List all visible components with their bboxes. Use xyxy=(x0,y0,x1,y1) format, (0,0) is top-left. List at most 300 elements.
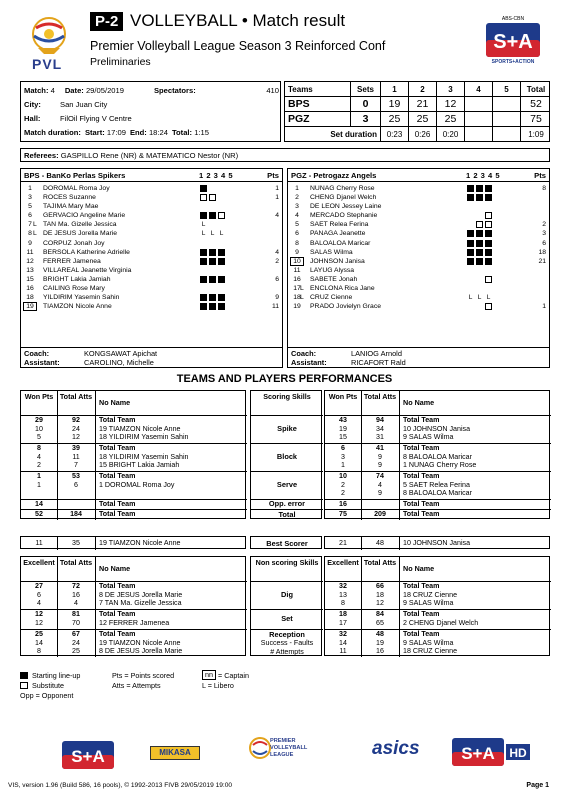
stat-value: 4 xyxy=(37,599,41,608)
player-row xyxy=(288,293,549,302)
sponsor-mikasa: MIKASA xyxy=(150,746,200,760)
table-divider xyxy=(399,557,400,657)
sets-table xyxy=(284,81,550,142)
set-duration-row xyxy=(285,127,549,142)
table-divider xyxy=(57,537,58,550)
player-name: SALAS Wilma xyxy=(310,248,353,256)
stat-value: 14 xyxy=(339,638,347,647)
right-team-table xyxy=(324,390,550,519)
roster-pts-header: Pts xyxy=(267,171,279,180)
skill-sublabel: Success - Faults xyxy=(260,639,314,647)
skills-header: Non scoring Skills xyxy=(255,558,319,567)
player-name: FERRER Jamenea xyxy=(43,257,101,265)
player-name: TIAMZON Nicole Anne xyxy=(43,303,112,311)
stat-attempts: 209 xyxy=(374,510,386,518)
match-info-box xyxy=(20,81,281,142)
best-scorer-row xyxy=(324,536,550,549)
svg-text:S+A: S+A xyxy=(461,744,495,763)
player-points: 8 xyxy=(542,185,546,192)
player-name: LAYUG Alyssa xyxy=(310,266,355,274)
duration-label: Match duration: xyxy=(24,128,81,137)
starting-square-icon xyxy=(467,185,474,192)
skill-label: Block xyxy=(276,452,298,461)
stat-value: 16 xyxy=(339,500,347,508)
player-row xyxy=(288,266,549,275)
stat-value: 4 xyxy=(37,452,41,461)
player-name: TAN Ma. Gizelle Jessica xyxy=(43,221,117,229)
roster-header xyxy=(21,169,282,182)
city-value: San Juan City xyxy=(60,100,108,109)
stat-attempts: 53 xyxy=(72,472,80,480)
column-header: No Name xyxy=(99,398,131,407)
starting-square-icon xyxy=(218,249,225,256)
total-value: 1:15 xyxy=(194,128,209,137)
roster-set-header: 1 2 3 4 5 xyxy=(466,171,500,180)
player-list xyxy=(288,182,549,311)
stat-attempts: 11 xyxy=(72,452,80,461)
stat-value: 10 xyxy=(35,424,43,433)
libero-set-mark: L xyxy=(468,294,473,302)
player-row xyxy=(21,284,282,293)
stat-player: Total Team xyxy=(99,582,136,590)
starting-square-icon xyxy=(209,212,216,219)
starting-square-icon xyxy=(485,230,492,237)
libero-mark: L xyxy=(300,294,304,302)
player-number: 3 xyxy=(28,194,32,202)
stat-value: 12 xyxy=(35,618,43,627)
footer-page: Page 1 xyxy=(526,782,549,789)
player-name: TAJIMA Mary Mae xyxy=(43,203,99,211)
player-row xyxy=(288,211,549,220)
starting-square-icon xyxy=(200,294,207,301)
stat-player: 1 DOROMAL Roma Joy xyxy=(99,480,175,489)
player-name: BALOALOA Maricar xyxy=(310,239,371,247)
stat-attempts: 67 xyxy=(72,630,80,638)
stat-player: 1 NUNAG Cherry Rose xyxy=(403,461,477,470)
stat-value: 14 xyxy=(35,638,43,647)
player-name: ROCES Suzanne xyxy=(43,194,96,202)
stat-attempts: 72 xyxy=(72,582,80,590)
team-code: PGZ xyxy=(285,112,351,126)
table-divider xyxy=(251,609,323,610)
player-name: CHENG Djanel Welch xyxy=(310,194,377,202)
stat-player: Total Team xyxy=(99,500,136,508)
stat-attempts: 70 xyxy=(72,618,80,627)
player-number: 1 xyxy=(295,185,299,192)
stat-player: 8 DE JESUS Jorella Marie xyxy=(99,647,183,656)
stat-player: Total Team xyxy=(403,416,440,424)
column-header: No Name xyxy=(403,398,435,407)
starting-square-icon xyxy=(476,230,483,237)
player-number: 6 xyxy=(295,230,299,238)
stat-player: Total Team xyxy=(99,610,136,618)
stat-player: Total Team xyxy=(403,444,440,452)
player-row xyxy=(288,184,549,193)
player-name: PRADO Jovielyn Grace xyxy=(310,303,382,311)
player-points: 1 xyxy=(275,185,279,192)
player-row xyxy=(21,302,282,311)
libero-set-mark: L xyxy=(219,230,224,238)
sponsor-sa-logo xyxy=(60,735,116,775)
stat-attempts: 66 xyxy=(376,582,384,590)
starting-square-icon xyxy=(209,258,216,265)
player-number: 18 xyxy=(293,294,301,302)
stat-attempts: 12 xyxy=(72,433,80,442)
player-row xyxy=(288,193,549,202)
player-number: 5 xyxy=(28,203,32,211)
player-points: 18 xyxy=(538,248,546,256)
roster-staff xyxy=(21,347,282,367)
set-duration: 0:23 xyxy=(381,127,409,142)
stat-attempts: 48 xyxy=(376,630,384,638)
stat-value: 18 xyxy=(339,610,347,618)
libero-set-mark: L xyxy=(201,230,206,238)
starting-square-icon xyxy=(209,249,216,256)
player-points: 1 xyxy=(275,194,279,202)
player-number: 19 xyxy=(23,302,37,311)
libero-set-mark: L xyxy=(486,294,491,302)
player-row xyxy=(288,284,549,293)
stat-value: 6 xyxy=(341,444,345,452)
starting-square-icon xyxy=(200,258,207,265)
starting-square-icon xyxy=(467,249,474,256)
player-row xyxy=(288,302,549,311)
table-divider xyxy=(251,471,323,472)
starting-square-icon xyxy=(485,194,492,201)
stat-value: 19 xyxy=(339,424,347,433)
stat-attempts: 34 xyxy=(376,424,384,433)
player-number: 11 xyxy=(26,248,34,256)
assistant-label: Assistant: xyxy=(24,358,60,367)
legend-atts: Atts = Attempts xyxy=(112,681,161,690)
sets-header-2: 2 xyxy=(409,82,437,96)
player-number: 13 xyxy=(26,266,34,274)
stat-attempts: 25 xyxy=(72,647,80,656)
roster-pts-header: Pts xyxy=(534,171,546,180)
stat-value: 11 xyxy=(339,647,347,656)
best-scorer-points: 11 xyxy=(35,539,43,547)
sets-header-sets: Sets xyxy=(351,82,381,96)
match-line-1 xyxy=(24,86,279,95)
performances-title: TEAMS AND PLAYERS PERFORMANCES xyxy=(176,373,393,385)
column-header: Total Atts xyxy=(59,392,93,401)
starting-square-icon xyxy=(218,294,225,301)
duration-line xyxy=(24,128,209,137)
best-scorer-name: 10 JOHNSON Janisa xyxy=(403,539,471,547)
stat-player: 2 CHENG Djanel Welch xyxy=(403,618,479,627)
captain-box: nn xyxy=(202,670,216,680)
stat-player: 10 JOHNSON Janisa xyxy=(403,424,471,433)
legend-opp: Opp = Opponent xyxy=(20,691,74,700)
player-name: ENCLONA Rica Jane xyxy=(310,285,375,293)
player-number: 18 xyxy=(26,294,34,302)
libero-mark: L xyxy=(33,230,37,238)
stat-value: 52 xyxy=(35,510,43,518)
coach-name: KONGSAWAT Apichat xyxy=(84,349,158,358)
stat-attempts: 184 xyxy=(70,510,82,518)
player-row xyxy=(21,266,282,275)
player-row xyxy=(288,202,549,211)
legend-pts: Pts = Points scored xyxy=(112,671,175,680)
starting-square-icon xyxy=(467,240,474,247)
stat-player: Total Team xyxy=(99,630,136,638)
sets-row-pgz xyxy=(285,112,549,127)
sets-won: 3 xyxy=(351,112,381,126)
stat-player: Total Team xyxy=(403,582,440,590)
player-row xyxy=(21,248,282,257)
column-header: Won Pts xyxy=(328,392,358,401)
player-name: YILDIRIM Yasemin Sahin xyxy=(43,294,120,302)
player-points: 6 xyxy=(542,239,546,247)
skill-label: Total xyxy=(278,509,296,519)
starting-square-icon xyxy=(476,258,483,265)
stat-player: 15 BRIGHT Lakia Jamiah xyxy=(99,461,180,470)
player-row xyxy=(288,275,549,284)
column-header: No Name xyxy=(403,564,435,573)
roster-bps xyxy=(20,168,283,368)
substitute-square-icon xyxy=(20,682,28,689)
total-score: 52 xyxy=(530,98,542,110)
roster-set-header: 1 2 3 4 5 xyxy=(199,171,233,180)
skills-header: Scoring Skills xyxy=(263,392,311,401)
pvl-logo xyxy=(18,12,80,78)
libero-set-mark: L xyxy=(201,221,206,229)
player-points: 9 xyxy=(275,294,279,302)
player-name: DE JESUS Jorella Marie xyxy=(43,230,118,238)
legend-substitute: Substitute xyxy=(32,681,64,690)
player-row xyxy=(21,184,282,193)
city-label: City: xyxy=(24,100,41,109)
best-scorer-attempts: 35 xyxy=(72,539,80,547)
set-score xyxy=(493,97,521,111)
skills-column xyxy=(250,390,322,519)
referees-label: Referees: xyxy=(24,150,59,160)
best-scorer-label-cell xyxy=(250,536,322,549)
assistant-name: RICAFORT Rald xyxy=(351,358,406,367)
set-score: 19 xyxy=(381,97,409,111)
player-name: NUNAG Cherry Rose xyxy=(310,185,375,192)
libero-mark: L xyxy=(300,285,304,293)
table-divider xyxy=(251,443,323,444)
player-number: 11 xyxy=(293,266,301,274)
report-code: P-2 xyxy=(90,12,123,31)
starting-square-icon xyxy=(218,258,225,265)
best-scorer-row xyxy=(20,536,246,549)
stat-attempts: 31 xyxy=(376,433,384,442)
table-divider xyxy=(95,391,96,520)
stat-value: 3 xyxy=(341,452,345,461)
player-row xyxy=(21,293,282,302)
stat-player: Total Team xyxy=(403,472,440,480)
player-name: CAILING Rose Mary xyxy=(43,285,105,293)
stat-player: Total Team xyxy=(403,610,440,618)
stat-value: 2 xyxy=(341,489,345,498)
player-row xyxy=(21,211,282,220)
substitute-square-icon xyxy=(485,303,492,310)
player-row xyxy=(21,229,282,238)
stat-attempts: 24 xyxy=(72,424,80,433)
libero-mark: L xyxy=(33,221,37,229)
stat-player: Total Team xyxy=(99,510,136,518)
stat-value: 43 xyxy=(339,416,347,424)
stat-value: 32 xyxy=(339,630,347,638)
stat-attempts: 39 xyxy=(72,444,80,452)
stat-value: 15 xyxy=(339,433,347,442)
svg-text:HD: HD xyxy=(509,746,527,760)
legend-starting: Starting line-up xyxy=(32,671,81,680)
best-scorer-label: Best Scorer xyxy=(266,539,308,548)
total-label: Total: xyxy=(171,128,193,137)
stat-value: 29 xyxy=(35,416,43,424)
match-date: 29/05/2019 xyxy=(85,86,124,95)
table-divider xyxy=(251,415,323,416)
player-number: 9 xyxy=(28,239,32,247)
stat-value: 5 xyxy=(37,433,41,442)
stat-player: Total Team xyxy=(403,500,440,508)
sponsor-pvl xyxy=(248,730,314,774)
substitute-square-icon xyxy=(485,276,492,283)
stat-player: Total Team xyxy=(99,444,136,452)
stat-value: 32 xyxy=(339,582,347,590)
coach-label: Coach: xyxy=(24,349,50,358)
stat-player: 7 TAN Ma. Gizelle Jessica xyxy=(99,599,182,608)
stat-value: 27 xyxy=(35,582,43,590)
starting-square-icon xyxy=(209,303,216,310)
roster-staff xyxy=(288,347,549,367)
player-number: 19 xyxy=(293,303,301,311)
starting-square-icon xyxy=(200,249,207,256)
player-points: 4 xyxy=(275,248,279,256)
skill-label: Dig xyxy=(281,590,293,599)
sa-logo xyxy=(478,16,548,68)
svg-text:S+A: S+A xyxy=(71,747,105,766)
player-number: 4 xyxy=(295,212,299,220)
player-points: 6 xyxy=(275,275,279,283)
stat-value: 8 xyxy=(37,647,41,656)
starting-square-icon xyxy=(20,672,28,679)
stat-value: 14 xyxy=(35,500,43,508)
player-row xyxy=(288,248,549,257)
end-value: 18:24 xyxy=(148,128,168,137)
set-score xyxy=(465,97,493,111)
substitute-square-icon xyxy=(476,221,483,228)
player-number: 2 xyxy=(295,194,299,202)
stat-player: Total Team xyxy=(403,630,440,638)
set-duration: 0:26 xyxy=(409,127,437,142)
phase-name: Preliminaries xyxy=(90,56,151,68)
set-duration-total: 1:09 xyxy=(528,130,544,139)
coach-name: LANIOG Arnold xyxy=(351,349,402,358)
player-number: 3 xyxy=(295,203,299,211)
set-score: 25 xyxy=(381,112,409,126)
starting-square-icon xyxy=(218,276,225,283)
total-score: 75 xyxy=(530,113,542,125)
stat-player: 19 TIAMZON Nicole Anne xyxy=(99,638,181,647)
stat-value: 17 xyxy=(339,618,347,627)
player-points: 11 xyxy=(271,303,279,311)
player-number: 7 xyxy=(28,221,32,229)
stat-player: Total Team xyxy=(403,510,440,518)
starting-square-icon xyxy=(476,194,483,201)
player-row xyxy=(288,257,549,266)
player-points: 2 xyxy=(275,257,279,265)
league-name: Premier Volleyball League Season 3 Reinforced Conf xyxy=(90,39,386,53)
table-divider xyxy=(95,537,96,550)
table-divider xyxy=(95,557,96,657)
stat-player: Total Team xyxy=(99,472,136,480)
legend-libero: L = Libero xyxy=(202,681,234,690)
skill-label: Opp. error xyxy=(268,499,306,508)
sets-row-bps xyxy=(285,97,549,112)
skill-sublabel: # Attempts xyxy=(270,647,304,656)
starting-square-icon xyxy=(485,240,492,247)
sets-header-teams: Teams xyxy=(285,82,351,96)
roster-pgz xyxy=(287,168,550,368)
set-score: 25 xyxy=(437,112,465,126)
player-list xyxy=(21,182,282,311)
column-header: Excellent xyxy=(23,558,55,567)
stat-player: 18 CRUZ Cienne xyxy=(403,647,458,656)
player-name: PANAGA Jeanette xyxy=(310,230,366,238)
sets-header-row xyxy=(285,82,549,97)
column-header: Total Atts xyxy=(363,558,397,567)
table-divider xyxy=(361,537,362,550)
stat-value: 10 xyxy=(339,472,347,480)
column-header: Total Atts xyxy=(363,392,397,401)
player-row xyxy=(21,257,282,266)
set-duration xyxy=(493,127,521,142)
stat-player: 8 DE JESUS Jorella Marie xyxy=(99,590,183,599)
libero-set-mark: L xyxy=(210,230,215,238)
player-number: 9 xyxy=(295,248,299,256)
footer-version: VIS, version 1.96 (Build 586, 16 pools), © 1992-2013 FIVB 29/05/2019 19:00 xyxy=(8,782,233,789)
sa-logo-top: ABS-CBN xyxy=(501,16,525,22)
stat-attempts: 18 xyxy=(376,590,384,599)
skill-label: Serve xyxy=(276,480,298,489)
set-score: 25 xyxy=(409,112,437,126)
column-header: Excellent xyxy=(327,558,359,567)
hall-value: FilOil Flying V Centre xyxy=(60,114,132,123)
sponsor-asics: asics xyxy=(372,738,420,759)
starting-square-icon xyxy=(218,303,225,310)
substitute-square-icon xyxy=(218,212,225,219)
svg-text:S+A: S+A xyxy=(493,31,533,53)
skills-column xyxy=(250,556,322,656)
referees-box xyxy=(20,148,550,162)
starting-square-icon xyxy=(467,258,474,265)
player-name: CRUZ Cienne xyxy=(310,294,353,302)
starting-square-icon xyxy=(200,185,207,192)
starting-square-icon xyxy=(467,230,474,237)
table-divider xyxy=(399,391,400,520)
player-name: BRIGHT Lakia Jamiah xyxy=(43,275,111,283)
pvl-logo-text: PVL xyxy=(32,56,63,72)
date-label: Date: xyxy=(64,86,84,95)
player-name: BERSOLA Katherine Adrielle xyxy=(43,248,130,256)
player-number: 10 xyxy=(290,257,304,266)
hall-label: Hall: xyxy=(24,114,41,123)
player-number: 1 xyxy=(28,185,32,192)
stat-player: 8 BALOALOA Maricar xyxy=(403,489,472,498)
column-header: Total Atts xyxy=(59,558,93,567)
best-scorer-points: 21 xyxy=(339,539,347,547)
sets-header-4: 4 xyxy=(465,82,493,96)
stat-value: 1 xyxy=(37,472,41,480)
sa-logo-bottom: SPORTS+ACTION xyxy=(491,59,535,65)
player-name: GERVACIO Angeline Marie xyxy=(43,212,126,220)
skill-label: Spike xyxy=(277,424,297,433)
stat-value: 25 xyxy=(35,630,43,638)
